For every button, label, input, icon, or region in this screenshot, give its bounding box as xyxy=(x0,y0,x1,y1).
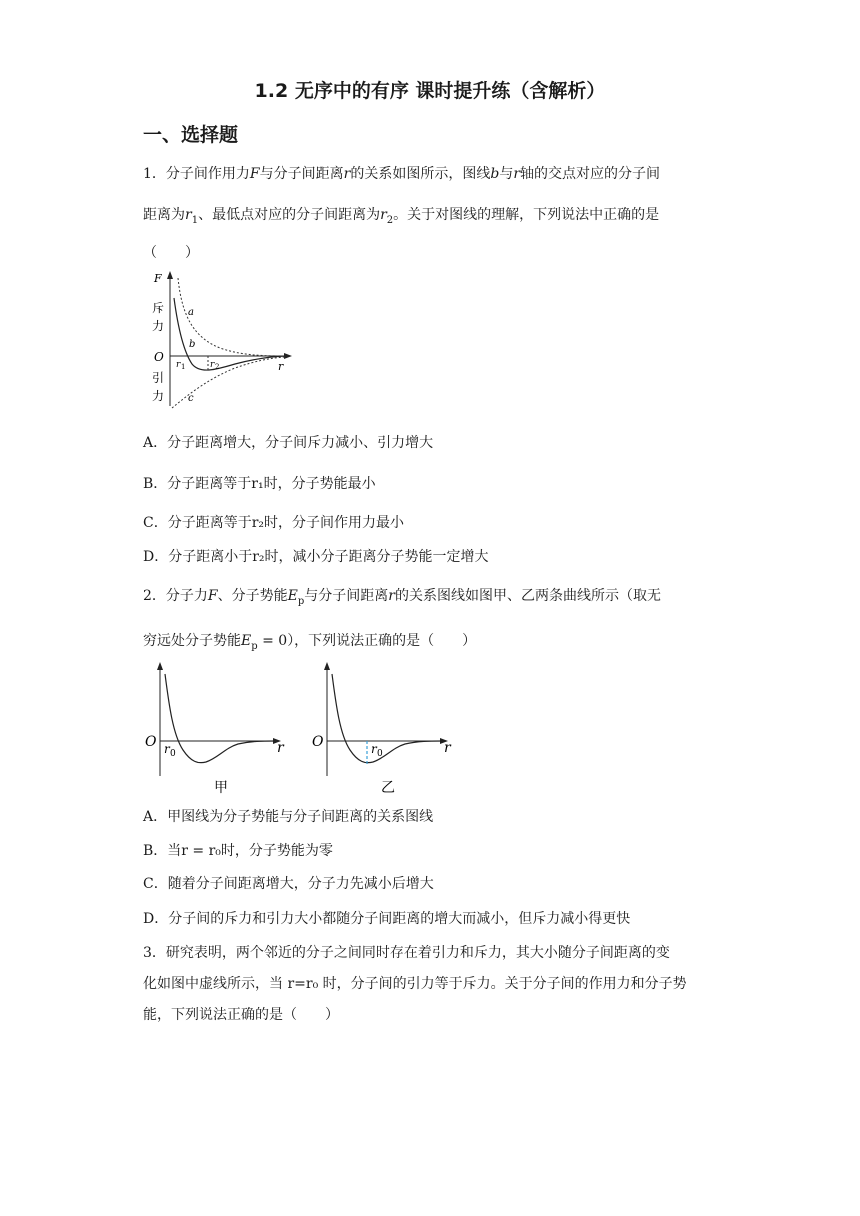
q2-yi-label-r: r xyxy=(444,740,451,756)
q2-yi-label-O: O xyxy=(312,734,324,750)
q2-sub: p xyxy=(251,640,258,652)
q1-option-b[interactable]: B．分子距离等于r₁时，分子势能最小 xyxy=(143,476,376,492)
q2-option-b[interactable]: B．当r = r₀时，分子势能为零 xyxy=(143,843,333,859)
q1-fig-label-r: r xyxy=(278,360,284,373)
q1-fig-label-F: F xyxy=(154,272,162,285)
q2-text: 、分子势能 xyxy=(217,588,288,604)
q1-option-d[interactable]: D．分子距离小于r₂时，减小分子距离分子势能一定增大 xyxy=(143,549,489,565)
q2-jia-label-r0: r xyxy=(164,742,170,756)
q2-figure-jia xyxy=(143,660,293,800)
q1-var-r: r xyxy=(343,166,351,182)
q2-var-F: F xyxy=(207,588,218,604)
q1-stem-line1 xyxy=(143,163,660,183)
q1-answer-blank: （ ） xyxy=(143,245,199,261)
q2-jia-curve xyxy=(165,674,275,763)
q3-stem-line1: 3．研究表明，两个邻近的分子之间同时存在着引力和斥力，其大小随分子间距离的变 xyxy=(143,945,670,961)
q2-text: 与分子间距离 xyxy=(304,588,389,604)
q1-sub: 2 xyxy=(386,214,394,226)
q2-sub: p xyxy=(297,595,305,607)
q2-jia-label-r: r xyxy=(277,740,284,756)
q2-yi-curve xyxy=(332,674,442,763)
q1-text: 与 xyxy=(499,166,514,182)
q2-jia-caption: 甲 xyxy=(214,780,228,796)
q2-stem-line1 xyxy=(143,585,661,607)
q1-text: 、最低点对应的分子间距离为 xyxy=(198,207,381,223)
q1-option-c[interactable]: C．分子距离等于r₂时，分子间作用力最小 xyxy=(143,515,405,531)
q1-fig-label-chi: 斥 xyxy=(152,301,165,315)
q2-yi-y-arrow xyxy=(324,662,330,670)
section-heading: 一、选择题 xyxy=(143,124,239,146)
q2-option-d[interactable]: D．分子间的斥力和引力大小都随分子间距离的增大而减小，但斥力减小得更快 xyxy=(143,911,631,927)
q2-jia-label-O: O xyxy=(145,734,157,750)
q1-y-arrow xyxy=(167,271,173,279)
q1-text: 。关于对图线的理解，下列说法中正确的是 xyxy=(393,207,660,223)
q1-fig-label-r1-sub: 1 xyxy=(181,363,186,371)
q2-text: 的关系图线如图甲、乙两条曲线所示（取无 xyxy=(394,588,661,604)
q1-option-a[interactable]: A．分子距离增大，分子间斥力减小、引力增大 xyxy=(143,435,434,451)
q1-text: 距离为 xyxy=(143,207,185,223)
q1-fig-label-r1: r xyxy=(176,360,181,370)
document-title: 1.2 无序中的有序 课时提升练（含解析） xyxy=(254,80,606,102)
q1-var-F: F xyxy=(249,166,260,182)
q1-var-b: b xyxy=(490,166,500,182)
q1-text: 与分子间距离 xyxy=(259,166,344,182)
q1-fig-label-r2-sub: 2 xyxy=(215,363,220,371)
q1-force-distance-figure xyxy=(140,268,300,413)
q2-option-c[interactable]: C．随着分子间距离增大，分子力先减小后增大 xyxy=(143,876,434,892)
q2-text: 2．分子力 xyxy=(143,588,208,604)
q1-fig-label-li2: 力 xyxy=(152,389,165,403)
q1-var-r: r xyxy=(513,166,521,182)
q1-fig-label-a: a xyxy=(188,307,194,318)
q1-fig-label-r2: r xyxy=(210,360,215,370)
q1-fig-label-yin: 引 xyxy=(152,371,165,385)
q2-eq: = 0 xyxy=(257,633,288,649)
q2-yi-label-r0-sub: 0 xyxy=(377,749,383,759)
q1-x-arrow xyxy=(284,353,292,359)
q1-fig-label-li: 力 xyxy=(152,319,165,333)
q2-yi-label-r0: r xyxy=(371,742,377,756)
q3-stem-line3: 能，下列说法正确的是（ ） xyxy=(143,1007,339,1023)
q2-var-r: r xyxy=(388,588,395,604)
q2-text: ），下列说法正确的是（ ） xyxy=(287,633,477,649)
q3-stem-line2: 化如图中虚线所示，当 r=r₀ 时，分子间的引力等于斥力。关于分子间的作用力和分子势 xyxy=(143,976,687,992)
q2-yi-caption: 乙 xyxy=(381,780,395,796)
q2-stem-line2 xyxy=(143,630,476,652)
q1-fig-label-b: b xyxy=(189,339,196,350)
q1-fig-label-c: c xyxy=(188,393,194,404)
q1-var-r2: r xyxy=(380,207,387,223)
q2-text: 穷远处分子势能 xyxy=(143,633,241,649)
q2-var-E: E xyxy=(287,588,298,604)
q1-text: 1．分子间作用力 xyxy=(143,166,250,182)
q2-jia-label-r0-sub: 0 xyxy=(170,749,176,759)
q1-fig-label-O: O xyxy=(154,350,164,364)
q1-sub: 1 xyxy=(191,214,199,226)
q2-option-a[interactable]: A．甲图线为分子势能与分子间距离的关系图线 xyxy=(143,809,434,825)
q1-stem-line2 xyxy=(143,204,659,226)
q1-var-r1: r xyxy=(185,207,192,223)
q2-jia-y-arrow xyxy=(157,662,163,670)
q2-figure-yi xyxy=(310,660,460,800)
q2-var-E: E xyxy=(241,633,252,649)
q1-text: 的关系如图所示，图线 xyxy=(350,166,491,182)
q1-text: 轴的交点对应的分子间 xyxy=(520,166,661,182)
